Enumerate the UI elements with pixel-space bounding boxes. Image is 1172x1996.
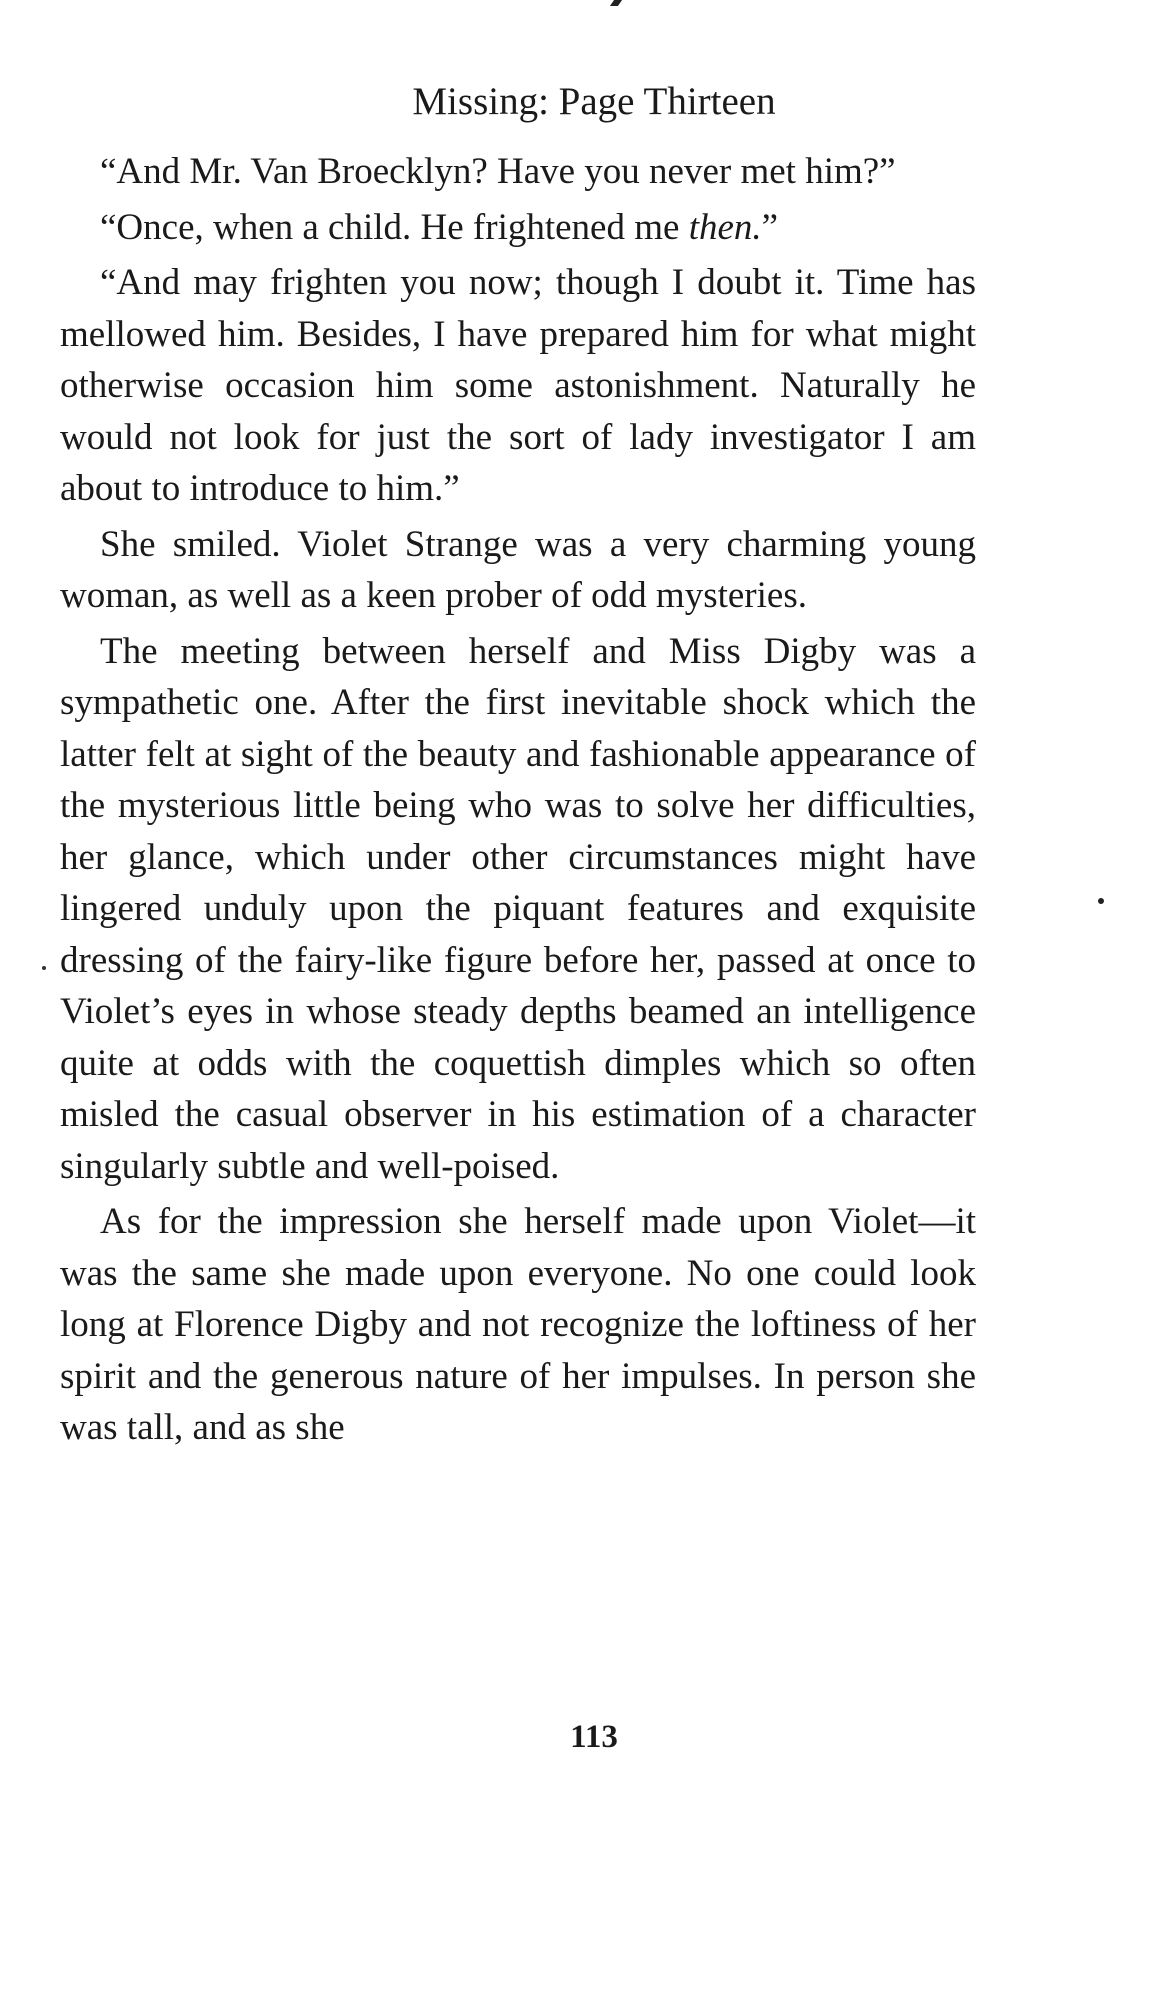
paragraph-text: “Once, when a child. He frightened me [100,206,689,248]
paragraph: The meeting between herself and Miss Digby was a sympathetic one. After the first inevitable shock which the latter felt at sight of the beauty and fashionable appearance of the mysterious little being who was to solve her difficulties, her glance, which under other circumstances might have lingered unduly upon the piquant features and exquisite dressing of the fairy-like figure before her, passed at once to Violet’s eyes in whose steady depths beamed an intelligence quite at odds with the coquettish dimples which so often misled the casual observer in his estimation of a character singularly subtle and well-poised. [60,630,976,1187]
paragraph-text: ” [761,206,779,248]
paragraph: “And Mr. Van Broecklyn? Have you never met him?” [100,151,896,192]
running-header: Missing: Page Thirteen [412,80,776,123]
body-text [60,146,976,1458]
paragraph [60,202,976,254]
scan-speck [42,966,46,970]
paragraph: She smiled. Violet Strange was a very charming young woman, as well as a keen prober of odd mysteries. [60,523,976,616]
page-number: 113 [570,1719,618,1755]
emphasis-text: then. [688,206,762,248]
scan-mark [610,0,622,6]
paragraph: “And may frighten you now; though I doubt it. Time has mellowed him. Besides, I have prepared him for what might otherwise occasion him some astonishment. Naturally he would not look for just the sort of lady investigator I am about to introduce to him.” [60,262,976,509]
scan-speck [1098,898,1104,904]
paragraph: As for the impression she herself made upon Violet—it was the same she made upon everyone. No one could look long at Florence Digby and not recognize the loftiness of her spirit and the generous nature of her impulses. In person she was tall, and as she [60,1201,976,1448]
